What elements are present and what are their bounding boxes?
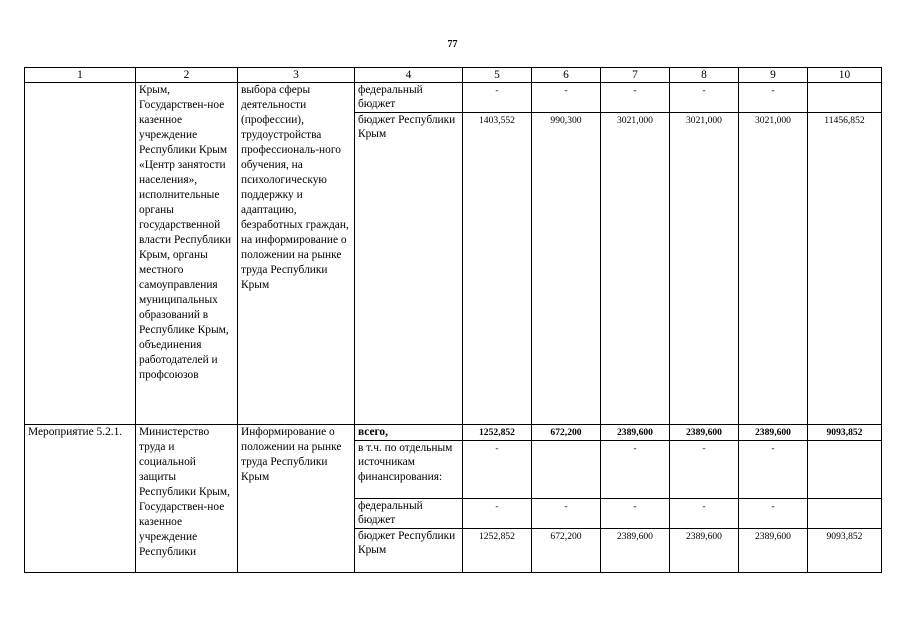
value-cell: - bbox=[463, 83, 532, 113]
value-cell: 2389,600 bbox=[601, 528, 670, 572]
value-cell: - bbox=[532, 498, 601, 528]
activity-cell: Мероприятие 5.2.1. bbox=[25, 424, 136, 572]
value-cell: - bbox=[670, 498, 739, 528]
value-cell bbox=[808, 498, 882, 528]
header-cell: 1 bbox=[25, 68, 136, 83]
financing-table bbox=[24, 67, 882, 573]
source-cell: бюджет Республики Крым bbox=[355, 112, 463, 424]
value-cell: 2389,600 bbox=[670, 528, 739, 572]
value-cell: 2389,600 bbox=[601, 424, 670, 440]
value-cell: 990,300 bbox=[532, 112, 601, 424]
value-cell: 3021,000 bbox=[601, 112, 670, 424]
value-cell: - bbox=[670, 83, 739, 113]
header-cell: 7 bbox=[601, 68, 670, 83]
value-cell bbox=[808, 83, 882, 113]
header-cell: 3 bbox=[238, 68, 355, 83]
header-cell: 8 bbox=[670, 68, 739, 83]
value-cell: 1252,852 bbox=[463, 528, 532, 572]
header-cell: 9 bbox=[739, 68, 808, 83]
header-row bbox=[25, 68, 882, 83]
activity-cell bbox=[25, 83, 136, 425]
value-cell: 672,200 bbox=[532, 424, 601, 440]
value-cell: 2389,600 bbox=[739, 424, 808, 440]
value-cell bbox=[808, 440, 882, 498]
page-number: 77 bbox=[447, 39, 458, 50]
value-cell: - bbox=[463, 498, 532, 528]
description-cell: Информирование о положении на рынке труда Республики Крым bbox=[238, 424, 355, 572]
value-cell: - bbox=[739, 83, 808, 113]
value-cell: - bbox=[601, 440, 670, 498]
value-cell: - bbox=[739, 440, 808, 498]
value-cell: 9093,852 bbox=[808, 424, 882, 440]
value-cell: 1252,852 bbox=[463, 424, 532, 440]
source-cell: федеральный бюджет bbox=[355, 498, 463, 528]
value-cell: - bbox=[463, 440, 532, 498]
source-cell: федеральный бюджет bbox=[355, 83, 463, 113]
header-cell: 6 bbox=[532, 68, 601, 83]
value-cell: - bbox=[670, 440, 739, 498]
value-cell: 9093,852 bbox=[808, 528, 882, 572]
table-row bbox=[25, 424, 882, 440]
source-cell: бюджет Республики Крым bbox=[355, 528, 463, 572]
header-cell: 2 bbox=[136, 68, 238, 83]
executors-cell: Министерство труда и социальной защиты Республики Крым, Государствен-ное казенное учреждение Республики bbox=[136, 424, 238, 572]
executors-cell: Крым, Государствен-ное казенное учреждение Республики Крым «Центр занятости населения», исполнительные органы государственной власти Республики Крым, органы местного самоуправления муниципальных образований в Республике Крым, объединения работодателей и профсоюзов bbox=[136, 83, 238, 425]
value-cell: - bbox=[601, 498, 670, 528]
header-cell: 10 bbox=[808, 68, 882, 83]
value-cell bbox=[532, 440, 601, 498]
source-cell: в т.ч. по отдельным источникам финансирования: bbox=[355, 440, 463, 498]
table-row bbox=[25, 83, 882, 113]
value-cell: - bbox=[601, 83, 670, 113]
value-cell: - bbox=[532, 83, 601, 113]
value-cell: - bbox=[739, 498, 808, 528]
value-cell: 3021,000 bbox=[670, 112, 739, 424]
value-cell: 2389,600 bbox=[739, 528, 808, 572]
value-cell: 11456,852 bbox=[808, 112, 882, 424]
value-cell: 672,200 bbox=[532, 528, 601, 572]
value-cell: 2389,600 bbox=[670, 424, 739, 440]
description-cell: выбора сферы деятельности (профессии), трудоустройства профессиональ-ного обучения, на психологическую поддержку и адаптацию, безработных граждан, на информирование о положении на рынке труда Республики Крым bbox=[238, 83, 355, 425]
value-cell: 1403,552 bbox=[463, 112, 532, 424]
value-cell: 3021,000 bbox=[739, 112, 808, 424]
header-cell: 4 bbox=[355, 68, 463, 83]
header-cell: 5 bbox=[463, 68, 532, 83]
source-cell: всего, bbox=[355, 424, 463, 440]
